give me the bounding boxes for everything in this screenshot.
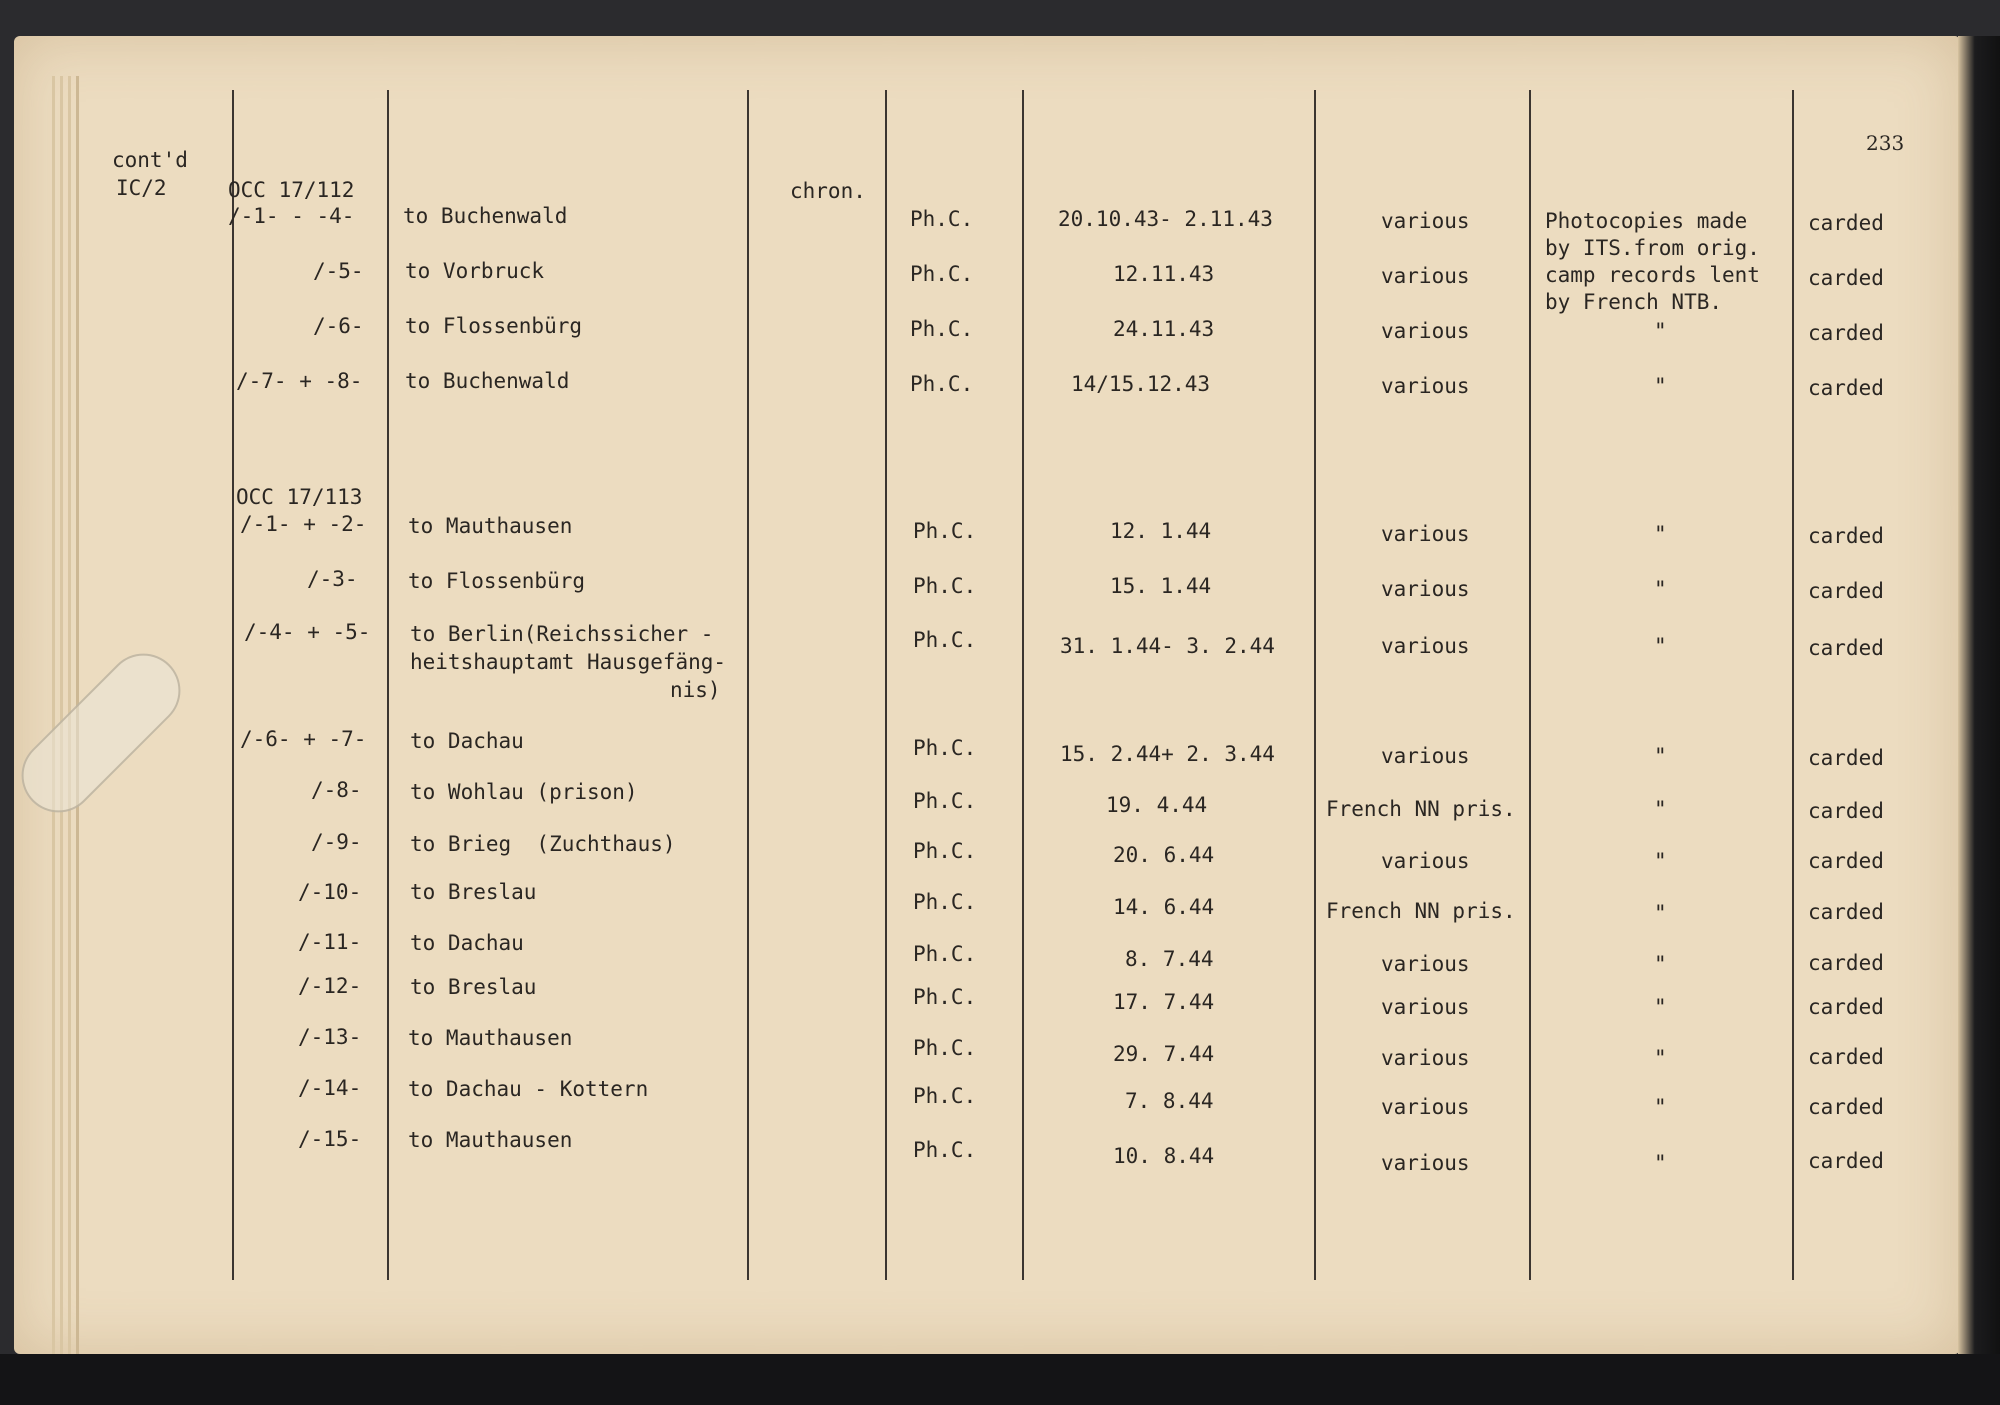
column-rule	[1792, 90, 1794, 1280]
row-destination: to Flossenbürg	[405, 314, 583, 338]
ditto-mark: "	[1654, 522, 1667, 546]
row-number: /-8-	[311, 778, 362, 802]
row-destination: to Flossenbürg	[408, 569, 586, 593]
row-status: carded	[1808, 849, 1884, 873]
row-date: 20. 6.44	[1113, 843, 1215, 867]
row-destination: to Mauthausen	[408, 1026, 573, 1050]
row-number: /-3-	[307, 567, 358, 591]
row-nationality: various	[1381, 577, 1470, 601]
row-destination: to Dachau - Kottern	[408, 1077, 649, 1101]
row-date: 29. 7.44	[1113, 1042, 1215, 1066]
row-nationality: various	[1381, 209, 1470, 233]
ditto-mark: "	[1654, 1151, 1667, 1175]
row-status: carded	[1808, 1045, 1884, 1069]
column-rule	[232, 90, 234, 1280]
row-type: Ph.C.	[913, 890, 977, 914]
row-type: Ph.C.	[910, 317, 974, 341]
column-rule	[387, 90, 389, 1280]
ditto-mark: "	[1654, 952, 1667, 976]
row-status: carded	[1808, 579, 1884, 603]
ditto-mark: "	[1654, 744, 1667, 768]
row-status: carded	[1808, 995, 1884, 1019]
row-destination: to Breslau	[410, 975, 537, 999]
row-destination: to Berlin(Reichssicher -	[410, 622, 714, 646]
row-destination: to Mauthausen	[408, 514, 573, 538]
row-type: Ph.C.	[913, 736, 977, 760]
row-nationality: various	[1381, 264, 1470, 288]
row-type: Ph.C.	[913, 574, 977, 598]
row-destination: to Dachau	[410, 931, 524, 955]
row-type: Ph.C.	[913, 942, 977, 966]
row-destination: to Dachau	[410, 729, 524, 753]
remark-text: by ITS.from orig.	[1545, 236, 1760, 260]
column-rule	[747, 90, 749, 1280]
row-date: 10. 8.44	[1113, 1144, 1215, 1168]
row-date: 12.11.43	[1113, 262, 1215, 286]
row-date: 17. 7.44	[1113, 990, 1215, 1014]
remark-text: by French NTB.	[1545, 290, 1723, 314]
row-number: /-6- + -7-	[240, 727, 367, 751]
row-nationality: various	[1381, 634, 1470, 658]
background-shadow	[0, 1354, 2000, 1405]
row-destination-cont: nis)	[670, 678, 721, 702]
group-label: OCC 17/113	[236, 485, 363, 509]
row-status: carded	[1808, 900, 1884, 924]
row-date: 19. 4.44	[1106, 793, 1208, 817]
row-date: 31. 1.44- 3. 2.44	[1060, 634, 1275, 658]
ditto-mark: "	[1654, 1046, 1667, 1070]
row-status: carded	[1808, 1149, 1884, 1173]
ditto-mark: "	[1654, 797, 1667, 821]
row-nationality: various	[1381, 744, 1470, 768]
row-number: /-9-	[311, 830, 362, 854]
row-number: /-4- + -5-	[244, 620, 371, 644]
margin-note: IC/2	[116, 176, 167, 200]
row-date: 14/15.12.43	[1071, 372, 1211, 396]
row-number: /-1- + -2-	[240, 512, 367, 536]
row-type: Ph.C.	[913, 839, 977, 863]
ditto-mark: "	[1654, 1095, 1667, 1119]
row-number: /-15-	[298, 1127, 362, 1151]
remark-text: camp records lent	[1545, 263, 1760, 287]
row-status: carded	[1808, 321, 1884, 345]
row-nationality: various	[1381, 1095, 1470, 1119]
row-destination: to Vorbruck	[405, 259, 545, 283]
margin-note: cont'd	[112, 148, 188, 172]
row-status: carded	[1808, 211, 1884, 235]
row-status: carded	[1808, 951, 1884, 975]
column-rule	[1022, 90, 1024, 1280]
column-rule	[1314, 90, 1316, 1280]
row-date: 8. 7.44	[1125, 947, 1214, 971]
column-rule	[885, 90, 887, 1280]
ditto-mark: "	[1654, 634, 1667, 658]
row-destination: to Wohlau (prison)	[410, 780, 638, 804]
row-type: Ph.C.	[913, 519, 977, 543]
row-nationality: various	[1381, 522, 1470, 546]
row-type: Ph.C.	[913, 789, 977, 813]
row-nationality: various	[1381, 1046, 1470, 1070]
row-date: 20.10.43- 2.11.43	[1058, 207, 1273, 231]
row-type: Ph.C.	[913, 1138, 977, 1162]
row-nationality: various	[1381, 1151, 1470, 1175]
row-number: /-11-	[298, 930, 362, 954]
row-status: carded	[1808, 524, 1884, 548]
row-destination-cont: heitshauptamt Hausgefäng-	[410, 650, 727, 674]
row-type: Ph.C.	[913, 1036, 977, 1060]
row-type: Ph.C.	[910, 207, 974, 231]
page-number: 233	[1866, 131, 1905, 155]
row-status: carded	[1808, 799, 1884, 823]
group-label: OCC 17/112	[228, 178, 355, 202]
row-nationality: French NN pris.	[1326, 899, 1516, 923]
plastic-tab	[6, 638, 196, 828]
row-number: /-14-	[298, 1076, 362, 1100]
row-date: 15. 1.44	[1110, 574, 1212, 598]
row-destination: to Brieg (Zuchthaus)	[410, 832, 676, 856]
row-number: /-7- + -8-	[236, 369, 363, 393]
row-type: Ph.C.	[913, 985, 977, 1009]
row-type: Ph.C.	[910, 262, 974, 286]
row-number: /-13-	[298, 1025, 362, 1049]
row-nationality: various	[1381, 849, 1470, 873]
row-number: /-10-	[298, 880, 362, 904]
row-nationality: French NN pris.	[1326, 797, 1516, 821]
row-destination: to Buchenwald	[405, 369, 570, 393]
row-type: Ph.C.	[913, 628, 977, 652]
row-nationality: various	[1381, 995, 1470, 1019]
row-number: /-6-	[313, 314, 364, 338]
row-date: 14. 6.44	[1113, 895, 1215, 919]
row-nationality: various	[1381, 374, 1470, 398]
ditto-mark: "	[1654, 577, 1667, 601]
row-type: Ph.C.	[913, 1084, 977, 1108]
column-rule	[1529, 90, 1531, 1280]
row-nationality: various	[1381, 952, 1470, 976]
row-date: 7. 8.44	[1125, 1089, 1214, 1113]
row-status: carded	[1808, 376, 1884, 400]
remark-text: Photocopies made	[1545, 209, 1748, 233]
row-status: carded	[1808, 746, 1884, 770]
row-status: carded	[1808, 266, 1884, 290]
row-status: carded	[1808, 636, 1884, 660]
row-number: /-1- - -4-	[228, 204, 355, 228]
ditto-mark: "	[1654, 319, 1667, 343]
ditto-mark: "	[1654, 374, 1667, 398]
row-nationality: various	[1381, 319, 1470, 343]
row-destination: to Breslau	[410, 880, 537, 904]
ditto-mark: "	[1654, 995, 1667, 1019]
row-destination: to Mauthausen	[408, 1128, 573, 1152]
row-date: 12. 1.44	[1110, 519, 1212, 543]
row-number: /-12-	[298, 974, 362, 998]
ditto-mark: "	[1654, 901, 1667, 925]
row-number: /-5-	[313, 259, 364, 283]
row-type: Ph.C.	[910, 372, 974, 396]
chron-header: chron.	[790, 179, 866, 203]
row-date: 24.11.43	[1113, 317, 1215, 341]
book-spine	[1958, 36, 2000, 1405]
row-status: carded	[1808, 1095, 1884, 1119]
ditto-mark: "	[1654, 849, 1667, 873]
row-destination: to Buchenwald	[403, 204, 568, 228]
row-date: 15. 2.44+ 2. 3.44	[1060, 742, 1275, 766]
